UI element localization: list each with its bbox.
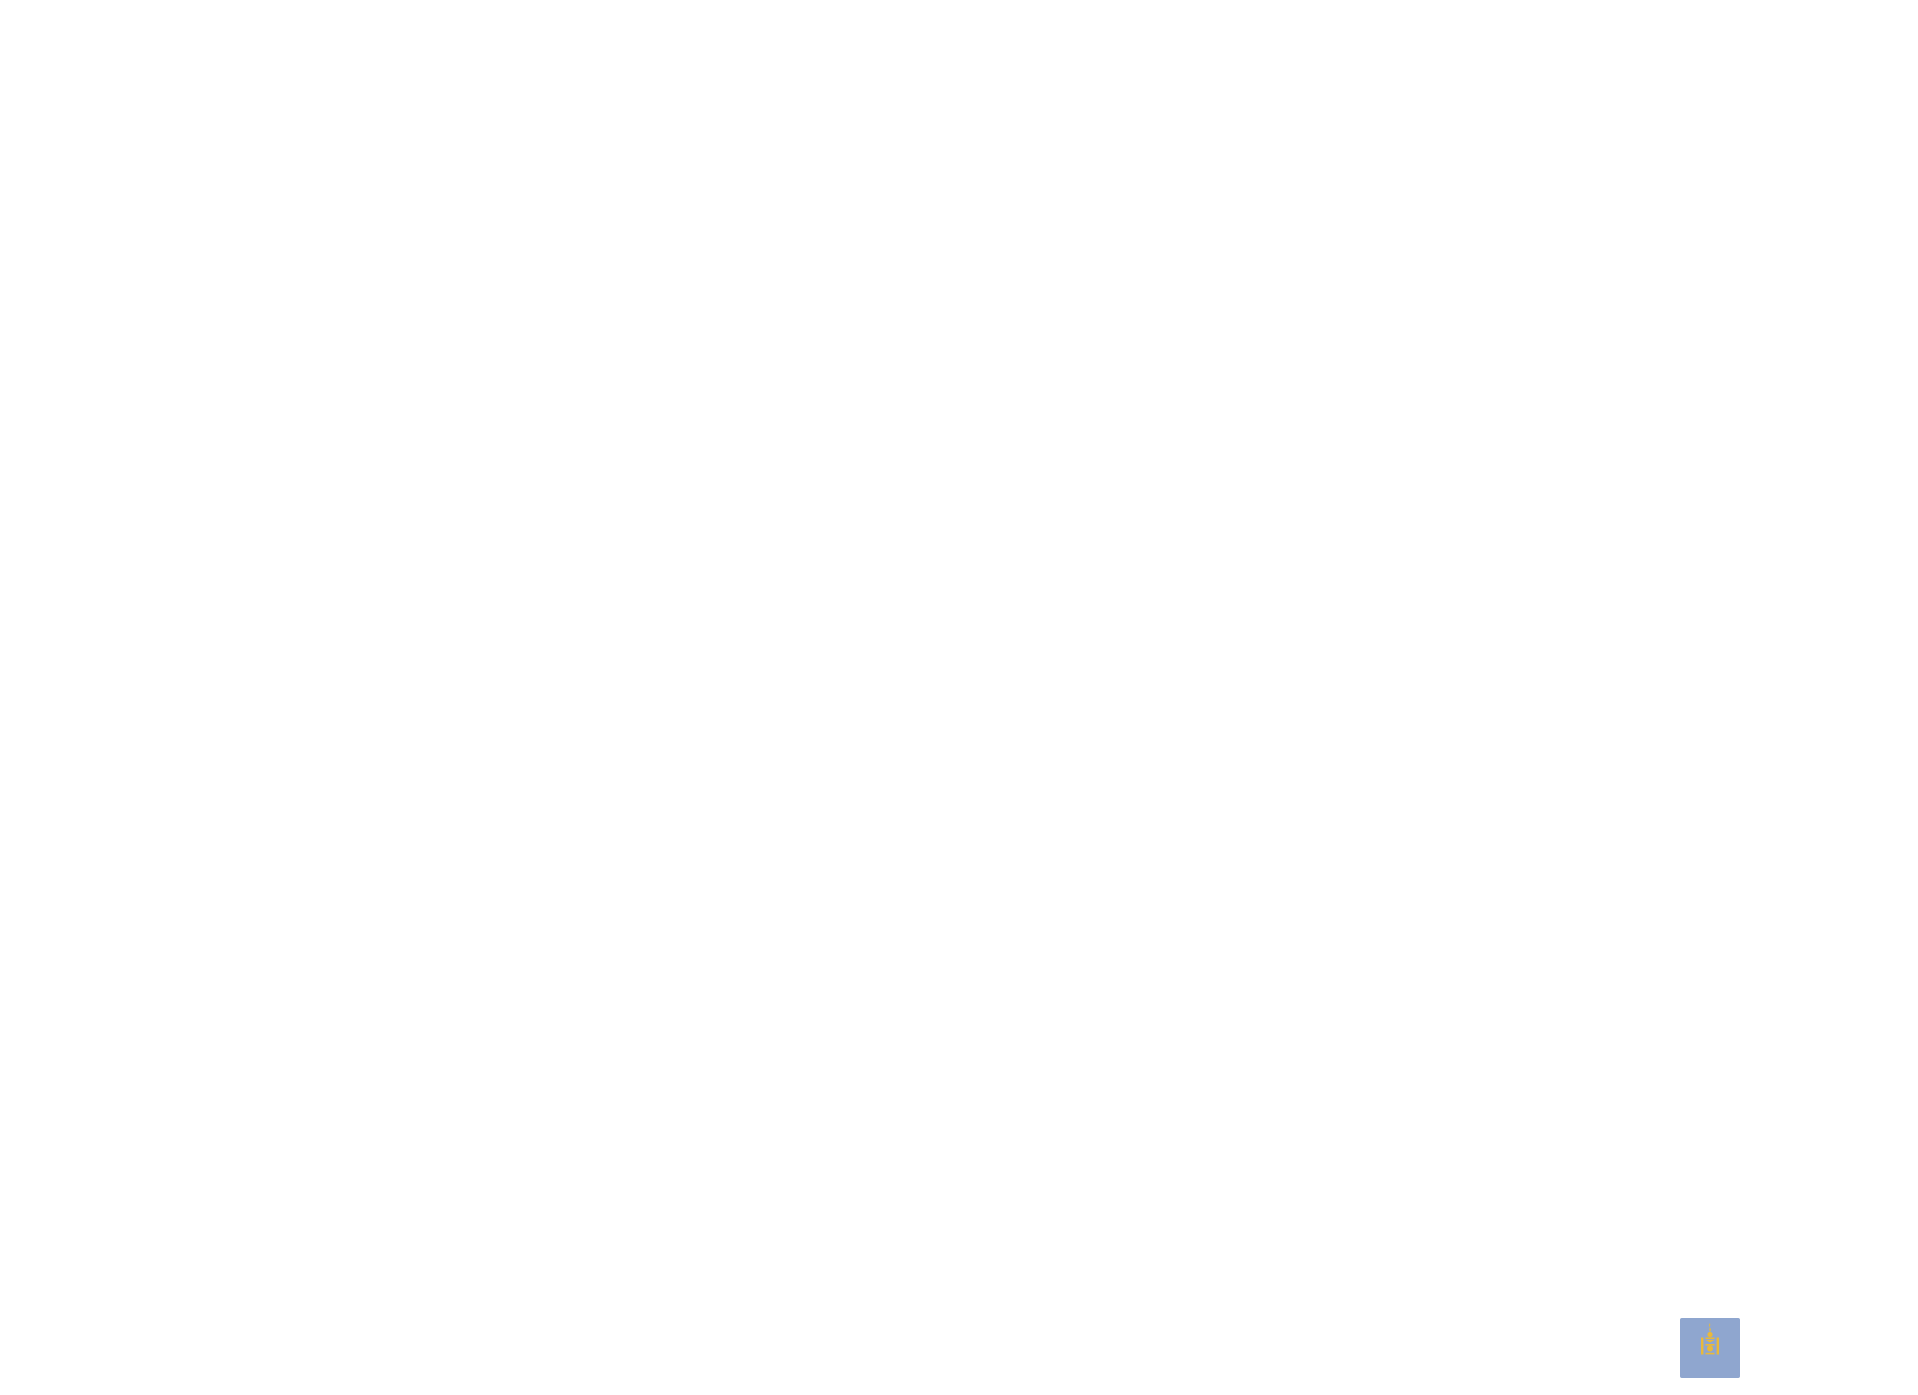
soyombo-icon [1695,1322,1725,1356]
government-seal-logo [1680,1318,1740,1378]
